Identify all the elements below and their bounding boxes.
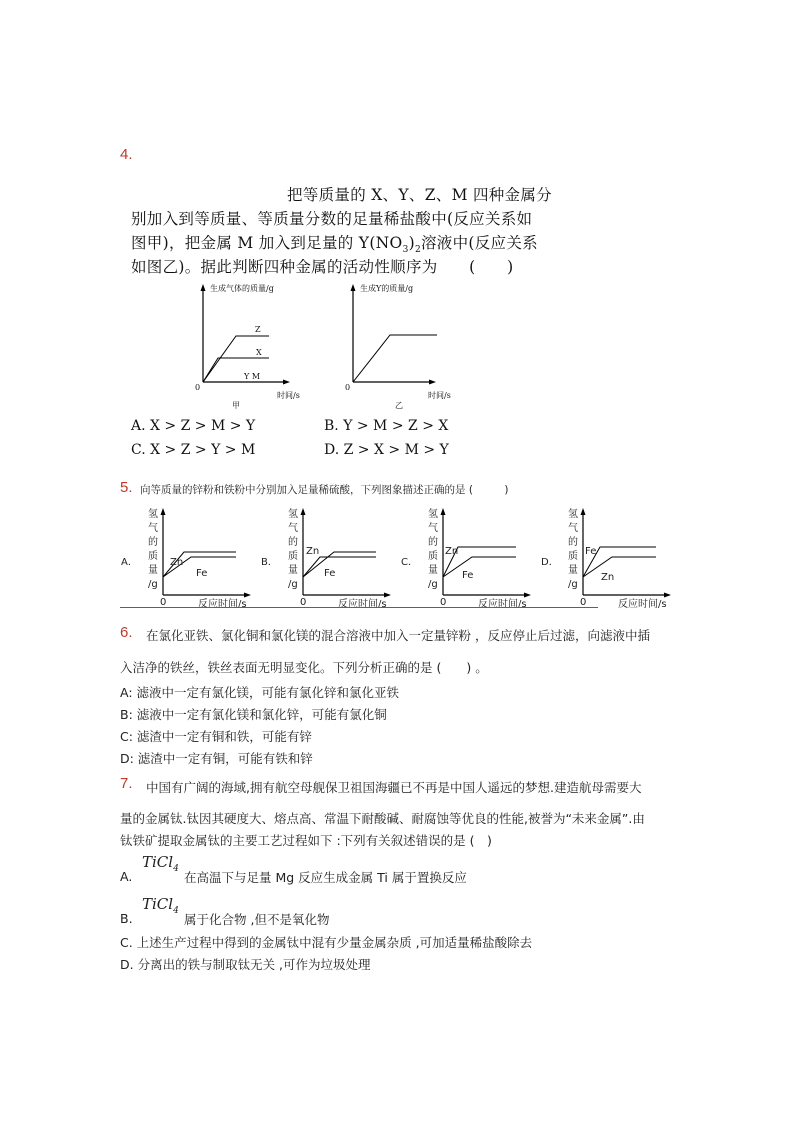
q5-ylabel-char: 质: [568, 551, 578, 562]
q5-ylabel-char: 氢: [288, 509, 298, 520]
q5-xlabel: 反应时间/s: [478, 599, 527, 610]
q7-line-3: 钛铁矿提取金属钛的主要工艺过程如下 :下列有关叙述错误的是 ( ): [120, 833, 492, 848]
q5-ylabel-char: /g: [288, 579, 298, 590]
q5-series-bottom: [443, 557, 516, 577]
q5-ylabel-char: 的: [148, 537, 158, 548]
q5-origin: 0: [580, 597, 587, 608]
q5-ylabel-char: /g: [568, 579, 578, 590]
q5-option-letter: D．: [541, 557, 559, 568]
q5-option-letter: A．: [121, 557, 138, 568]
q4-option-b[interactable]: B. Y > M > Z > X: [324, 418, 449, 434]
q4-graph-yi: [340, 280, 465, 410]
q7-option-d[interactable]: D. 分离出的铁与制取钛无关 ,可作为垃圾处理: [120, 957, 371, 972]
q5-ylabel-char: 量: [428, 565, 438, 576]
q5-series-bottom-label: Zn: [601, 572, 615, 583]
q5-origin: 0: [160, 597, 167, 608]
q5-series-top-label: Fe: [585, 546, 597, 557]
q5-ylabel-char: 质: [148, 551, 158, 562]
formula-b-main: TiCl: [142, 895, 174, 913]
q5-option-letter: B．: [261, 557, 278, 568]
q5-graph-d[interactable]: [538, 505, 678, 610]
question-5-number: 5.: [120, 479, 133, 496]
q7-option-c[interactable]: C. 上述生产过程中得到的金属钛中混有少量金属杂质 ,可加适量稀盐酸除去: [120, 935, 533, 950]
q4-sub-2: 2: [414, 245, 421, 256]
q5-x-arrow: [524, 593, 531, 598]
q6-line-2: 入洁净的铁丝，铁丝表面无明显变化。下列分析正确的是 ( ) 。: [120, 660, 488, 675]
q7-formula-a: [142, 853, 179, 874]
q5-ylabel-char: 的: [568, 537, 578, 548]
q5-series-top-label: Zn: [170, 557, 184, 568]
jia-label-ym: Y M: [244, 372, 261, 381]
q5-ylabel-char: 的: [428, 537, 438, 548]
q5-ylabel-char: /g: [428, 579, 438, 590]
q4-line-4: 如图乙)。据此判断四种金属的活动性顺序为 ( ): [131, 258, 514, 276]
q5-ylabel-char: 量: [568, 565, 578, 576]
q5-graph-c[interactable]: [398, 505, 538, 610]
q5-graph-row: [118, 505, 678, 610]
q5-y-arrow: [161, 508, 166, 515]
q4-graph-jia: [190, 280, 300, 410]
q5-origin: 0: [300, 597, 307, 608]
q5-ylabel-char: 氢: [428, 509, 438, 520]
q5-x-arrow: [664, 593, 671, 598]
formula-a-sub: 4: [173, 864, 179, 874]
jia-origin: 0: [195, 383, 201, 392]
q5-x-arrow: [244, 593, 251, 598]
jia-caption: 甲: [232, 401, 240, 410]
q5-stem: 向等质量的锌粉和铁粉中分别加入足量稀硫酸，下列图象描述正确的是 ( ): [140, 484, 509, 496]
q5-x-arrow: [384, 593, 391, 598]
jia-xlabel: 时间/s: [277, 391, 300, 400]
q5-y-arrow: [301, 508, 306, 515]
q5-xlabel: 反应时间/s: [198, 599, 247, 610]
jia-label-z: Z: [255, 325, 261, 334]
q6-option-c[interactable]: C: 滤渣中一定有铜和铁，可能有锌: [120, 729, 312, 744]
q6-option-b[interactable]: B: 滤液中一定有氯化镁和氯化锌，可能有氯化铜: [120, 707, 387, 722]
q5-series-bottom-label: Fe: [324, 568, 336, 579]
q5-ylabel-char: 氢: [568, 509, 578, 520]
q7-option-b-text[interactable]: 属于化合物 ,但不是氧化物: [184, 912, 330, 927]
q5-series-bottom-label: Fe: [196, 568, 208, 579]
yi-caption: 乙: [395, 401, 403, 410]
question-4-number: 4.: [120, 146, 133, 163]
q6-option-d[interactable]: D: 滤渣中一定有铜，可能有铁和锌: [120, 751, 313, 766]
q5-y-arrow: [441, 508, 446, 515]
q5-xlabel: 反应时间/s: [618, 599, 667, 610]
q5-ylabel-char: 量: [148, 565, 158, 576]
q5-graph-a[interactable]: [118, 505, 258, 610]
jia-ylabel: 生成气体的质量/g: [210, 284, 274, 293]
q5-ylabel-char: 量: [288, 565, 298, 576]
yi-ylabel: 生成Y的质量/g: [360, 284, 414, 293]
yi-xlabel: 时间/s: [428, 391, 451, 400]
q5-origin: 0: [440, 597, 447, 608]
q5-ylabel-char: /g: [148, 579, 158, 590]
q5-ylabel-char: 气: [148, 523, 158, 534]
jia-label-x: X: [256, 348, 262, 357]
q7-formula-b: [142, 895, 179, 916]
q5-ylabel-char: 气: [568, 523, 578, 534]
q7-option-a-text[interactable]: 在高温下与足量 Mg 反应生成金属 Ti 属于置换反应: [184, 870, 467, 885]
q6-line-1: 在氯化亚铁、氯化铜和氯化镁的混合溶液中加入一定量锌粉 ，反应停止后过滤，向滤液中插: [146, 628, 650, 643]
q7-line-2: 量的金属钛.钛因其硬度大、熔点高、常温下耐酸碱、耐腐蚀等优良的性能,被誉为“未来金属”.由: [120, 811, 645, 826]
q5-ylabel-char: 气: [288, 523, 298, 534]
q5-graph-b[interactable]: [258, 505, 398, 610]
q4-line-3: 图甲)，把金属 M 加入到足量的 $Y(NO_3)_2$溶液中(反应关系: [131, 234, 538, 256]
question-6-number: 6.: [120, 624, 133, 641]
q7-option-a-letter[interactable]: A.: [120, 869, 133, 884]
q4-sub-3: 3: [402, 245, 409, 256]
q4-line-3-head: 图甲)，把金属 M 加入到足量的 Y(NO: [131, 234, 403, 252]
q4-option-c[interactable]: C. X > Z > Y > M: [131, 442, 256, 458]
q5-series-top-label: Zn: [306, 546, 320, 557]
q5-xlabel: 反应时间/s: [338, 599, 387, 610]
q5-divider: [120, 607, 598, 608]
q5-ylabel-char: 质: [288, 551, 298, 562]
q5-option-letter: C．: [401, 557, 418, 568]
q5-ylabel-char: 质: [428, 551, 438, 562]
formula-b-sub: 4: [173, 906, 179, 916]
question-7-number: 7.: [120, 775, 133, 792]
q4-line-2: 别加入到等质量、等质量分数的足量稀盐酸中(反应关系如: [131, 210, 533, 228]
q5-series-bottom: [583, 557, 656, 577]
q5-series-bottom: [303, 557, 376, 577]
q5-series-bottom-label: Fe: [462, 570, 474, 581]
q6-option-a[interactable]: A: 滤液中一定有氯化镁，可能有氯化锌和氯化亚铁: [120, 685, 400, 700]
q5-ylabel-char: 氢: [148, 509, 158, 520]
q5-y-arrow: [581, 508, 586, 515]
q4-option-a[interactable]: A. X > Z > M > Y: [131, 418, 256, 434]
q4-option-d[interactable]: D. Z > X > M > Y: [324, 442, 449, 458]
q5-ylabel-char: 的: [288, 537, 298, 548]
q5-series-top-label: Zn: [445, 546, 459, 557]
q7-option-b-letter[interactable]: B.: [120, 911, 133, 926]
yi-origin: 0: [345, 383, 351, 392]
formula-a-main: TiCl: [142, 853, 174, 871]
q4-line-1: 把等质量的 X、Y、Z、M 四种金属分: [287, 186, 552, 204]
q5-ylabel-char: 气: [428, 523, 438, 534]
q7-line-1: 中国有广阔的海域,拥有航空母舰保卫祖国海疆已不再是中国人遥远的梦想.建造航母需要大: [146, 780, 642, 795]
q4-line-3-tail: 溶液中(反应关系: [420, 234, 538, 252]
